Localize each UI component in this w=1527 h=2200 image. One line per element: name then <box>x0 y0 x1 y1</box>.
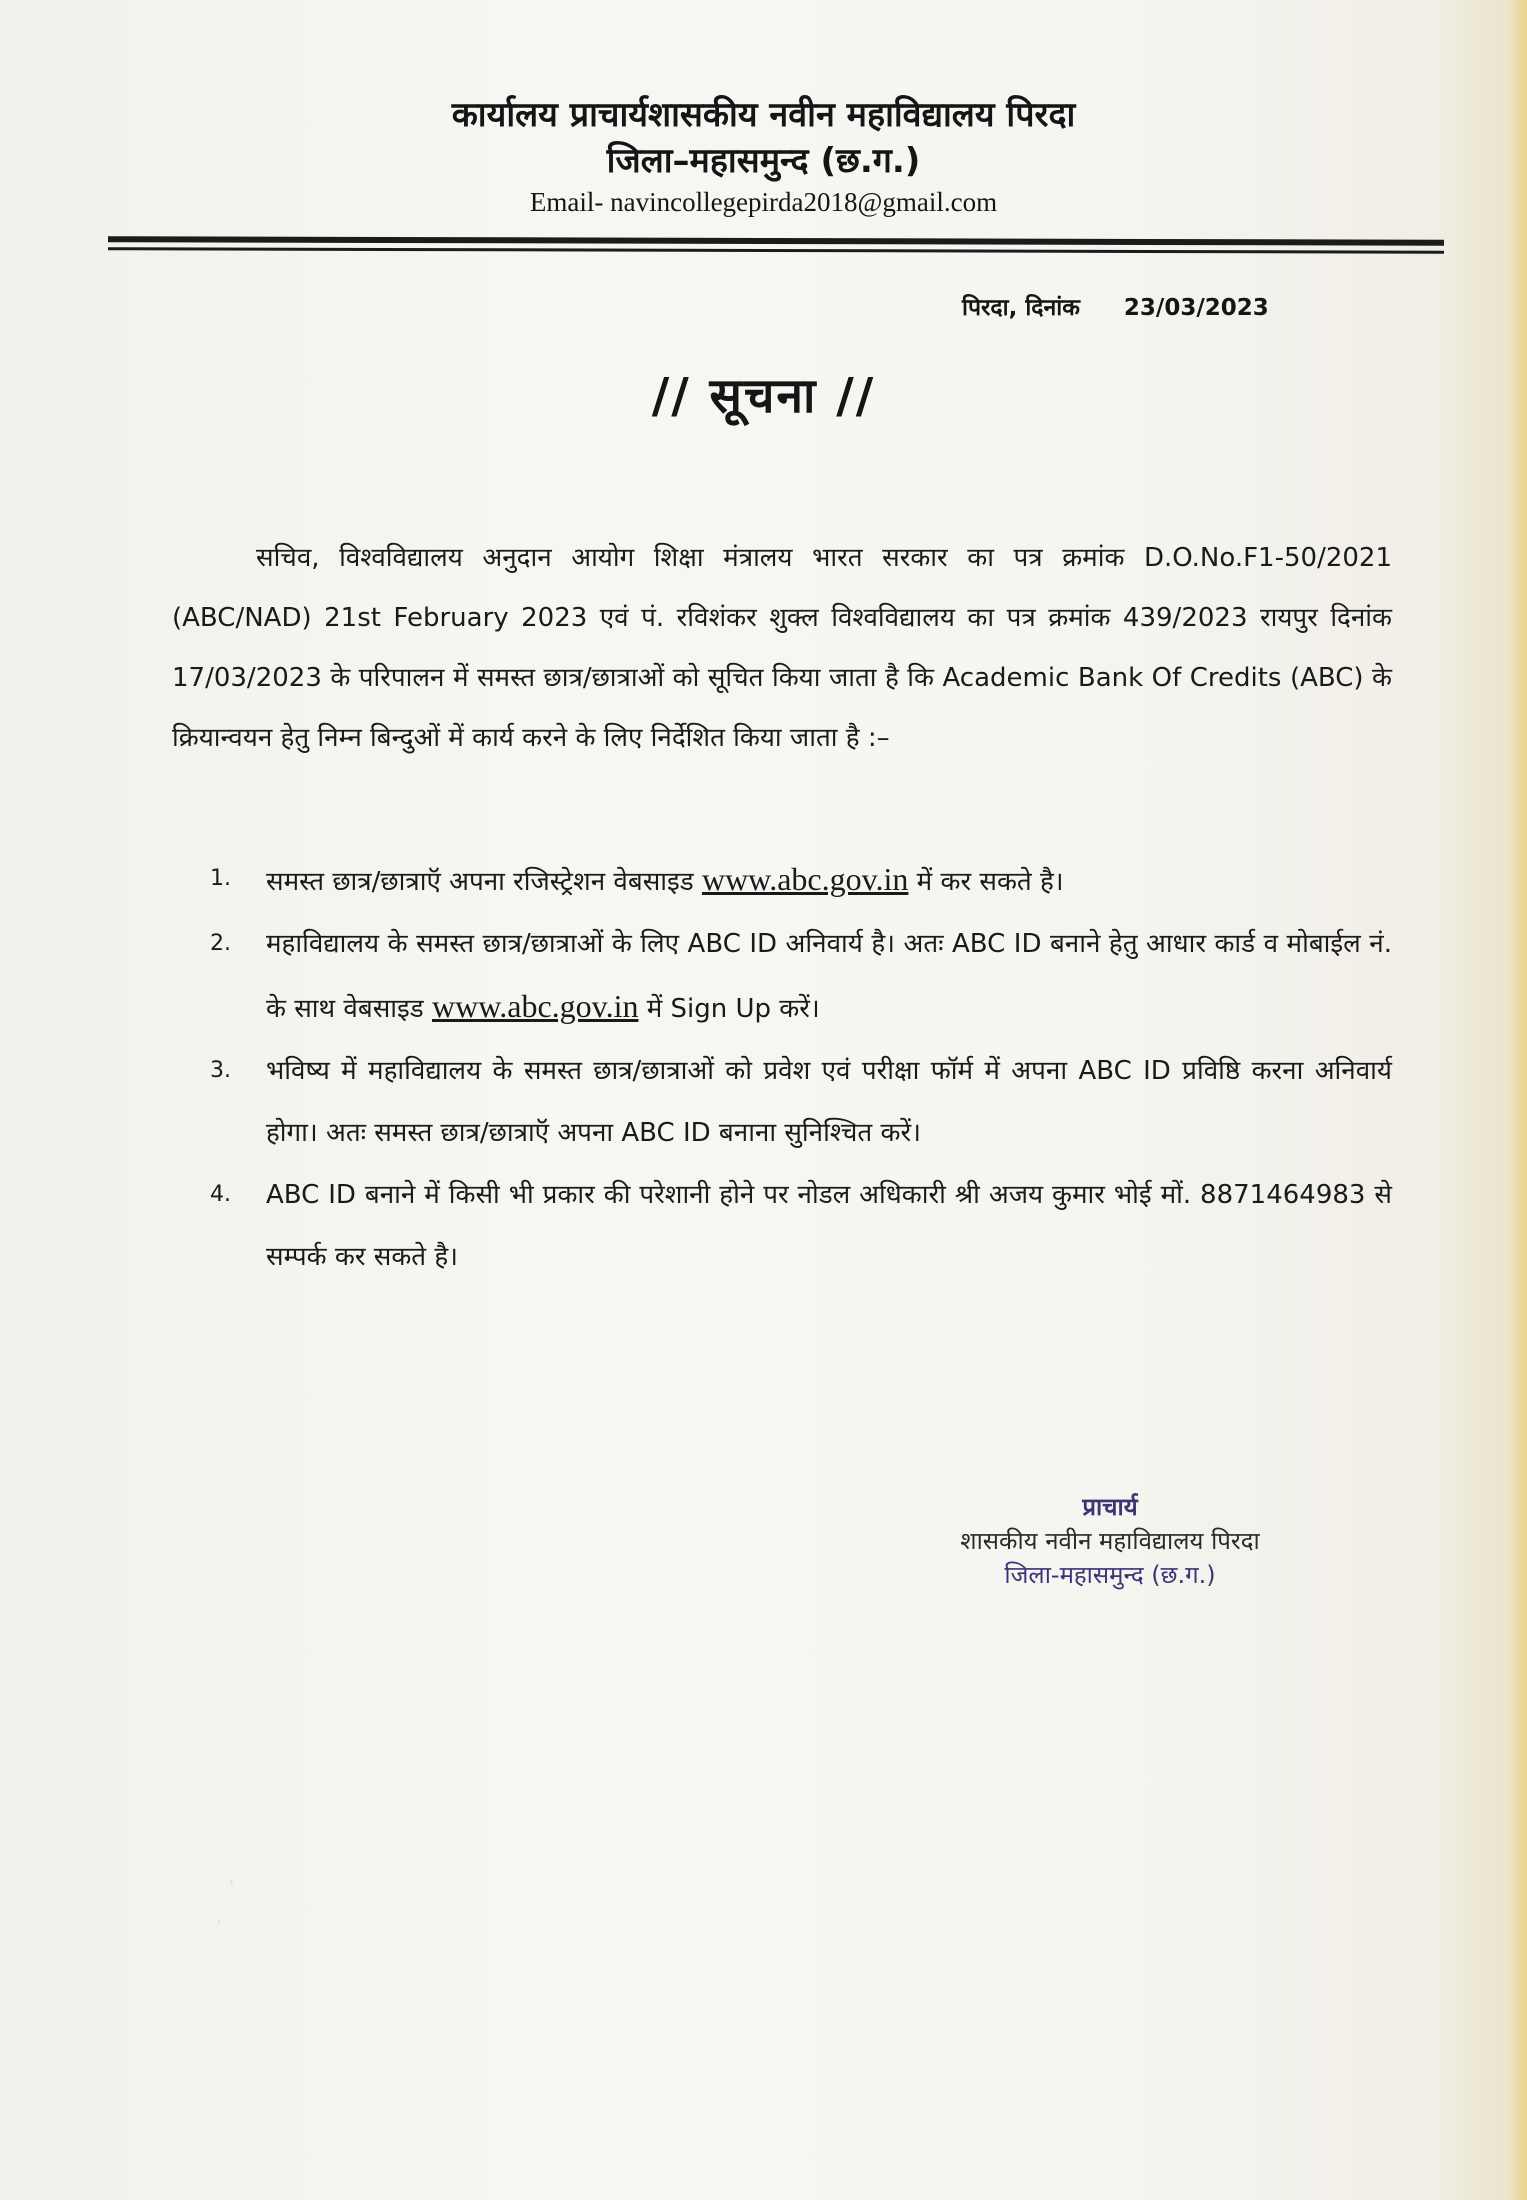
notice-title: // सूचना // <box>651 368 876 424</box>
signatory-organization <box>880 1524 1340 1558</box>
instruction-text: में कर सकते है। <box>908 867 1064 897</box>
instruction-number: 4. <box>210 1182 231 1207</box>
signature-block <box>880 1490 1340 1592</box>
paper-speck <box>230 1880 233 1885</box>
instruction-item <box>210 848 1392 913</box>
instruction-item <box>210 1040 1392 1164</box>
instruction-number: 2. <box>210 931 231 956</box>
letterhead-divider-thick <box>108 236 1444 245</box>
instruction-text: महाविद्यालय के समस्त छात्र/छात्राओं के लिए ABC ID अनिवार्य है। अतः ABC ID बनाने हेतु आधार कार्ड व मोबाईल नं. के साथ वेबसाइड <box>266 929 1392 1024</box>
paper-speck <box>218 1920 220 1924</box>
signatory-title: प्राचार्य <box>1082 1493 1138 1521</box>
website-link[interactable]: www.abc.gov.in <box>431 988 639 1024</box>
instruction-number: 1. <box>210 866 231 891</box>
instruction-text: समस्त छात्र/छात्राऍ अपना रजिस्ट्रेशन वेबसाइड <box>266 867 702 897</box>
instruction-text: भविष्य में महाविद्यालय के समस्त छात्र/छात्राओं को प्रवेश एवं परीक्षा फॉर्म में अपना ABC ID प्रविष्ठि करना अनिवार्य होगा। अतः समस्त छात्र/छात्राऍ अपना ABC ID बनाना सुनिश्चित करें। <box>266 1056 1392 1148</box>
instruction-list <box>210 848 1392 1288</box>
instruction-text: में Sign Up करें। <box>638 994 820 1024</box>
paper-edge-shadow <box>1509 0 1527 2200</box>
dateline-date: 23/03/2023 <box>1123 295 1269 321</box>
office-email: Email- navincollegepirda2018@gmail.com <box>529 187 998 217</box>
instruction-text: ABC ID बनाने में किसी भी प्रकार की परेशानी होने पर नोडल अधिकारी श्री अजय कुमार भोई मों. 8871464983 से सम्पर्क कर सकते है। <box>266 1180 1392 1272</box>
dateline <box>962 290 1269 322</box>
instruction-item <box>210 913 1392 1040</box>
website-link[interactable]: www.abc.gov.in <box>701 861 909 897</box>
signatory-district: जिला-महासमुन्द (छ.ग.) <box>1004 1561 1216 1589</box>
signatory-organization-text: शासकीय नवीन महाविद्यालय पिरदा <box>960 1527 1260 1555</box>
letterhead <box>0 92 1527 220</box>
notice-paragraph: सचिव, विश्वविद्यालय अनुदान आयोग शिक्षा मंत्रालय भारत सरकार का पत्र क्रमांक D.O.No.F1-50/2021 (ABC/NAD) 21st February 2023 एवं पं. रविशंकर शुक्ल विश्वविद्यालय का पत्र क्रमांक 439/2023 रायपुर दिनांक 17/03/2023 के परिपालन में समस्त छात्र/छात्राओं को सूचित किया जाता है कि Academic Bank Of Credits (ABC) के क्रियान्वयन हेतु निम्न बिन्दुओं में कार्य करने के लिए निर्देशित किया जाता है :– <box>172 543 1392 753</box>
letterhead-divider-thin <box>108 247 1444 253</box>
instruction-item <box>210 1164 1392 1288</box>
office-name: कार्यालय प्राचार्यशासकीय नवीन महाविद्यालय पिरदा <box>451 95 1076 135</box>
district-name: जिला–महासमुन्द (छ.ग.) <box>606 141 921 181</box>
dateline-place: पिरदा, दिनांक <box>962 295 1080 321</box>
instruction-number: 3. <box>210 1058 231 1083</box>
